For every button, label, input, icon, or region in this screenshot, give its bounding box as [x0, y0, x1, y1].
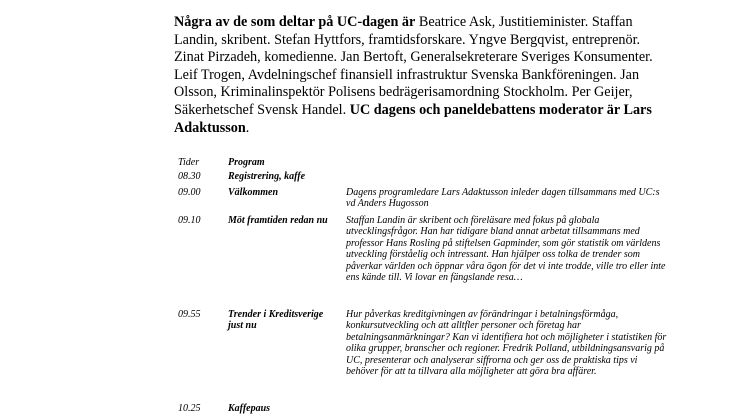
row-desc: Dagens programledare Lars Adaktusson inleder dagen tillsammans med UC:s vd Anders Hugosson [346, 187, 660, 210]
row-desc: Hur påverkas kreditgivningen av förändringar i betalningsförmåga, konkursutveckling och att alltfler personer och företag har betalningsanmärkningar? Kan vi identifiera hot och möjligheter i statistiken för olika grupper, branscher och regioner. Fredrik Polland, utbildningsansvarig på UC, presenterar och analyserar siffrorna och ger oss de praktiska tips vi behöver för att ta tillvara alla möjligheter att göra bra affärer. [346, 309, 667, 378]
intro-paragraph [174, 14, 664, 137]
row-title: Registrering, kaffe [228, 171, 306, 182]
program-row [178, 215, 678, 309]
program-table [178, 157, 678, 417]
program-row [178, 171, 678, 187]
row-time: 09.00 [178, 187, 201, 198]
intro-moderator: UC dagens och paneldebattens moderator är Lars Adaktusson [174, 101, 652, 136]
row-time: 09.55 [178, 309, 201, 320]
intro-end: . [245, 119, 250, 136]
intro-participants: Beatrice Ask, Justitieminister. Staffan Landin, skribent. Stefan Hyttfors, framtidsforskare. Yngve Bergqvist, entreprenör. Zinat Pirzadeh, komedienne. Jan Bertoft, Generalsekreterare Sveriges Konsumenter. Leif Trogen, Avdelningschef finansiell infrastruktur Svenska Bankföreningen. Jan Olsson, Kriminalinspektör Polisens bedrägerisamordning Stockholm. Per Geijer, Säkerhetschef Svensk Handel. [174, 14, 653, 118]
row-title: Trender i Kreditsverige just nu [228, 309, 324, 332]
row-time: 10.25 [178, 403, 201, 414]
program-header-row [178, 157, 678, 171]
program-row [178, 187, 678, 215]
program-row [178, 403, 678, 417]
row-time: 09.10 [178, 215, 201, 226]
row-title: Kaffepaus [228, 403, 271, 414]
intro-lead: Några av de som deltar på UC-dagen är [174, 14, 416, 30]
row-desc: Staffan Landin är skribent och föreläsare med fokus på globala utvecklingsfrågor. Han har tidigare bland annat arbetat tillsammans med professor Hans Rosling på stiftelsen Gapminder, som gör statistik om världens utveckling förståelig och intressant. Han hjälper oss tolka de trender som påverkar världen och öppnar våra ögon för det vi inte trodde, ville tro eller inte ens kände till. Vi lovar en fängslande resa… [346, 215, 666, 284]
header-title: Program [228, 157, 265, 168]
row-title: Välkommen [228, 187, 279, 198]
row-title: Möt framtiden redan nu [228, 215, 328, 226]
header-time: Tider [178, 157, 200, 168]
row-time: 08.30 [178, 171, 201, 182]
program-row [178, 309, 678, 403]
